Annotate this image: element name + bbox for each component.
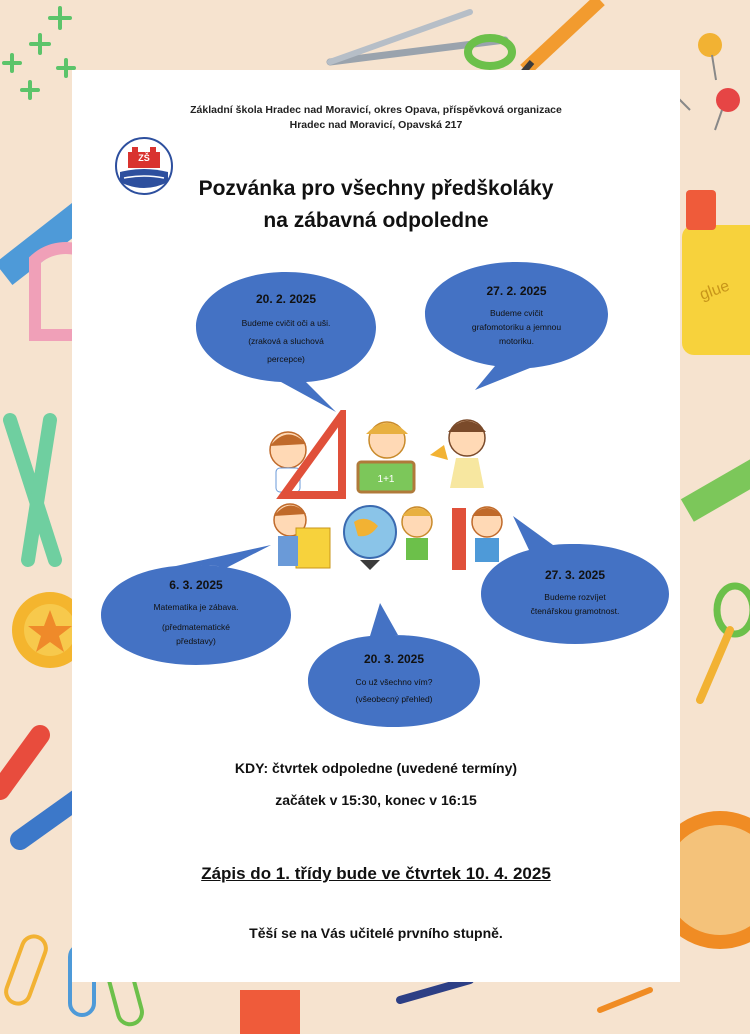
bottom-supplies-decoration bbox=[240, 980, 650, 1034]
school-name: Základní škola Hradec nad Moravicí, okres Opava, příspěvková organizace bbox=[190, 104, 562, 116]
bubble-1-text-2: (zraková a sluchová bbox=[248, 336, 324, 346]
bubble-1-text-3: percepce) bbox=[267, 354, 305, 364]
when-text: KDY: čtvrtek odpoledne (uvedené termíny) bbox=[234, 760, 518, 776]
school-logo-text: ZŠ bbox=[138, 153, 150, 163]
bubble-4-date: 20. 3. 2025 bbox=[363, 652, 425, 666]
time-text: začátek v 15:30, konec v 16:15 bbox=[275, 792, 477, 808]
glue-bottle-decoration bbox=[682, 190, 750, 355]
kid-4-figure bbox=[274, 504, 330, 568]
bubble-2-text-1: Budeme cvičit bbox=[490, 308, 543, 318]
bubble-5-text-2: čtenářskou gramotnost. bbox=[530, 606, 620, 616]
kid-3-figure bbox=[430, 420, 486, 488]
speech-bubble-4 bbox=[308, 635, 480, 727]
bubble-1-date: 20. 2. 2025 bbox=[255, 292, 317, 306]
school-address: Hradec nad Moravicí, Opavská 217 bbox=[289, 119, 463, 131]
bubble-4-text-1: Co už všechno vím? bbox=[355, 677, 433, 687]
speech-bubble-2 bbox=[425, 262, 608, 370]
compass-decoration bbox=[10, 420, 55, 560]
globe-figure bbox=[344, 506, 396, 570]
bubble-2-text-2: grafomotoriku a jemnou bbox=[471, 322, 562, 332]
enrollment-text: Zápis do 1. třídy bude ve čtvrtek 10. 4. 2025 bbox=[201, 864, 551, 883]
kids-illustration bbox=[262, 410, 512, 580]
green-ruler-decoration bbox=[681, 444, 750, 522]
bubble-5-date: 27. 3. 2025 bbox=[544, 568, 606, 582]
pencil-decoration bbox=[520, 0, 600, 76]
speech-bubble-1 bbox=[196, 272, 376, 387]
board-text: 1+1 bbox=[377, 474, 395, 485]
bubble-3-date: 6. 3. 2025 bbox=[169, 578, 223, 592]
title-line-2: na zábavná odpoledne bbox=[263, 209, 489, 232]
bubble-3-text-3: představy) bbox=[176, 636, 216, 646]
bubble-2-text-3: motoriku. bbox=[499, 336, 534, 346]
scissors-decoration bbox=[330, 12, 512, 66]
svg-text:glue: glue bbox=[697, 277, 732, 304]
bubble-4-text-2: (všeobecný přehled) bbox=[355, 694, 433, 704]
closing-text: Těší se na Vás učitelé prvního stupně. bbox=[249, 925, 503, 941]
right-scissors-decoration bbox=[700, 586, 750, 700]
bubble-2-date: 27. 2. 2025 bbox=[486, 284, 547, 298]
kid-5-figure bbox=[402, 507, 432, 560]
bubble-5-text-1: Budeme rozvíjet bbox=[544, 592, 606, 602]
big-pencil-figure bbox=[452, 508, 466, 570]
bubble-3-text-1: Matematika je zábava. bbox=[153, 602, 239, 612]
plus-marks-decoration bbox=[4, 8, 74, 98]
kid-6-figure bbox=[472, 507, 502, 562]
bubble-3-text-2: (předmatematické bbox=[161, 622, 231, 632]
bubble-1-text-1: Budeme cvičit oči a uši. bbox=[241, 318, 331, 328]
title-line-1: Pozvánka pro všechny předškoláky bbox=[198, 177, 554, 200]
